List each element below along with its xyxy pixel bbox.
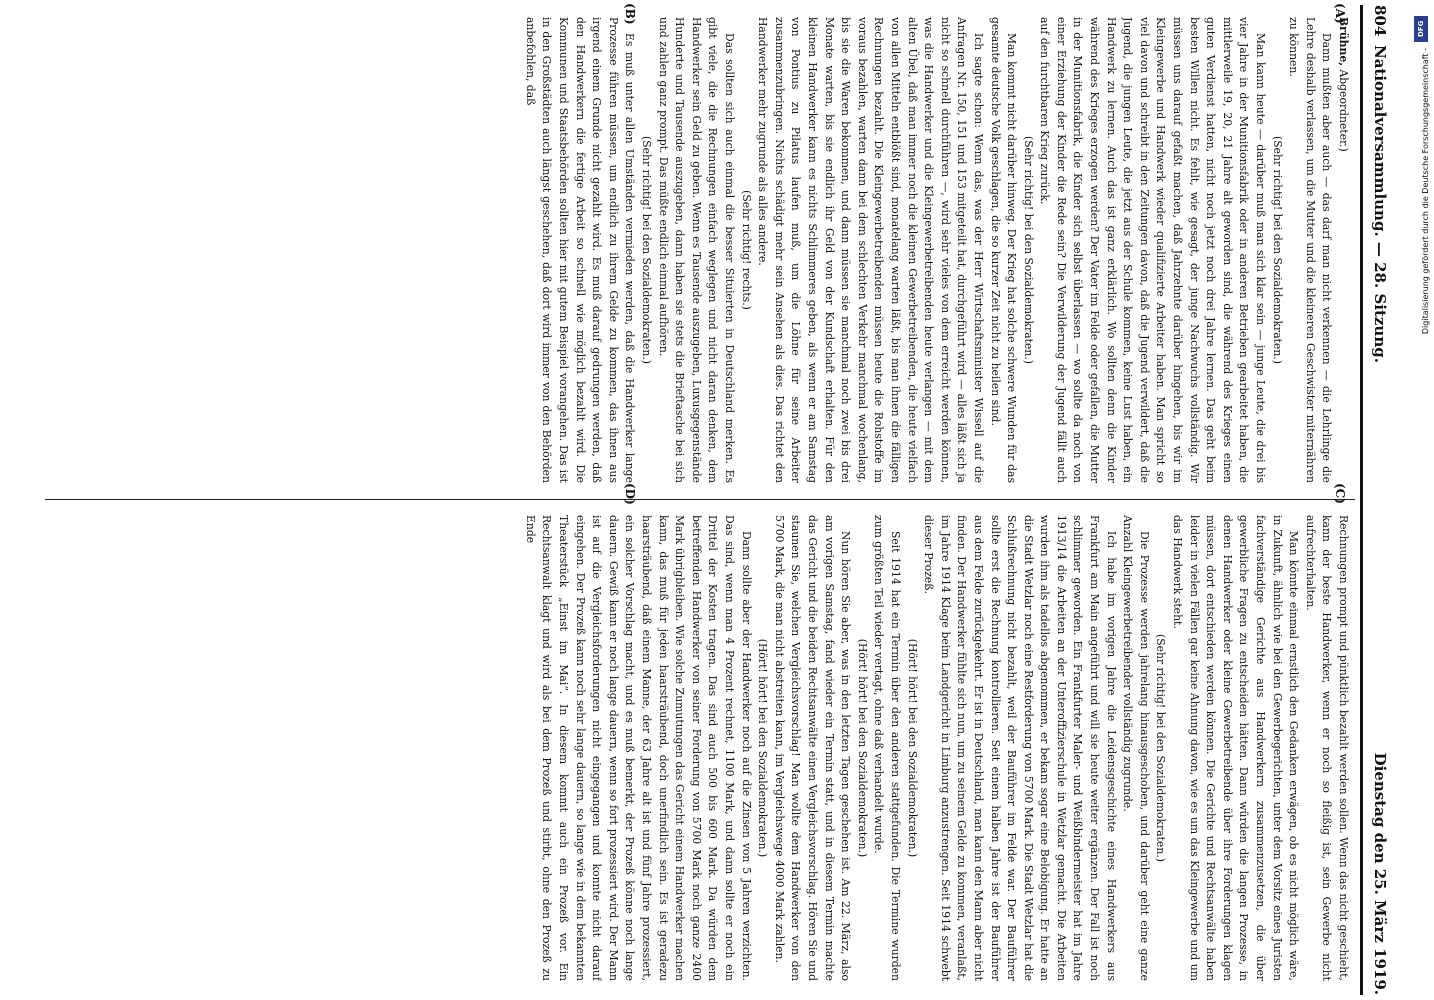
header-right-title: Dienstag den 25. März 1919. bbox=[1371, 752, 1389, 995]
paragraph: Ich habe im vorigen Jahre die Leidensgeschichte eines Handwerkers aus Frankfurt am Main angeführt und will sie heute weiter ergänzen. Der Fall ist noch schlimmer geworden. Ein Frankfurter Maler- und Weißbindermeister hat im Jahre 1913/14 die Arbeiten an der Unteroffizierschule in Wetzlar gemacht. Die Arbeiten wurden ihm als tadellos abgenommen, er bekam sogar eine Belobigung. Er hatte an die Stadt Wetzlar noch eine Restforderung von 5700 Mark. Die Stadt Wetzlar hat die Schlußrechnung nicht bezahlt, weil der Bauführer im Felde war. Der Bauführer sollte erst die Rechnung kontrollieren. Seit einem halben Jahre ist der Bauführer aus dem Felde zurückgekehrt. Er ist in Deutschland, man kann den Mann aber nicht finden. Der Handwerker fühlte sich nun, um zu seinem Gelde zu kommen, veranlaßt, im Jahre 1914 Klage beim Landgericht in Limburg anzustrengen. Seit 1914 schwebt dieser Prozeß. bbox=[922, 515, 1118, 981]
paragraph: Dann mußten aber auch — das darf man nicht verkennen — die Lehrlinge die Lehre deshalb verlassen, um die Mutter und die kleineren Geschwister miternähren zu können. bbox=[1287, 17, 1334, 483]
paragraph: Das sollten sich auch einmal die besser Situierten in Deutschland merken. Es gibt viele, die die Rechnungen einfach weglegen und nicht daran denken, dem Handwerker sein Geld zu geben. Wenn es Tausende auszugeben, Luxusgegenstände Hunderte und Tausende auszugeben, dann haben sie stets die Brieftasche bei sich und zahlen ganz prompt. Das müßte endlich einmal aufhören. bbox=[656, 17, 737, 483]
left-column bbox=[51, 17, 1351, 483]
paragraph: Seit 1914 hat ein Termin über den anderen stattgefunden. Die Termine wurden zum größten Teil wieder vertagt, ohne daß verhandelt wurde. bbox=[872, 515, 902, 981]
digitization-note: Digitalisierung gefördert durch die Deutsche Forschungsgemeinschaft - bbox=[1421, 48, 1430, 335]
interjection: (Sehr richtig! bei den Sozialdemokraten.) bbox=[1154, 634, 1168, 862]
document-page bbox=[37, 5, 1397, 995]
dfg-logo: DFG bbox=[1414, 16, 1428, 42]
interjection: (Hört! hört! bei den Sozialdemokraten.) bbox=[756, 638, 770, 858]
paragraph: Man kann heute — darüber muß man sich klar sein — junge Leute, die drei bis vier Jahre in der Munitionsfabrik oder in anderen Betrieben gearbeitet haben, die mittlerweile 19, 20, 21 Jahre alt geworden sind, die während des Krieges einen guten Verdienst hatten, nicht noch jetzt noch drei Jahre lernen. Das geht beim besten Willen nicht. Es fehlt, wie gesagt, der junge Nachwuchs vollständig. Wir müssen uns darauf gefaßt machen, daß Jahrzehnte darüber hingehen, bis wir im Kleingewerbe und Handwerk wieder qualifizierte Arbeiter haben. Man spricht so viel davon und schreibt in den Zeitungen davon, daß die Jugend verwildert, daß die Jugend, die jungen Leute, die jetzt aus der Schule kommen, keine Lust haben, ein Handwerk zu lernen. Auch das ist ganz erklärlich. Wo sollten denn die Kinder während des Krieges erzogen werden? Der Vater im Felde oder gefallen, die Mutter in der Munitionsfabrik, die Kinder sich selbst überlassen — wo sollte da noch von einer Erziehung der Kinder die Rede sein? Die Verwilderung der Jugend fällt auch auf den furchtbaren Krieg zurück. bbox=[1038, 17, 1268, 483]
margin-marker-d: (D) bbox=[623, 483, 637, 505]
speaker-role: Abgeordneter.) bbox=[1337, 66, 1350, 152]
column-divider bbox=[45, 499, 1355, 500]
paragraph: Nun hören Sie aber, was in den letzten Tagen geschehen ist. Am 22. März, also am vorigen Samstag, fand wieder ein Termin statt, und in diesem Termin machte das Gericht und die beiden Rechtsanwälte einen Vergleichsvorschlag. Hören Sie und staunen Sie, welchen Vergleichsvorschlag! Man wollte dem Handwerker von den 5700 Mark, die man nicht abstreiten kann, im Vergleichswege 4000 Mark zahlen. bbox=[772, 515, 853, 981]
paragraph: Man kommt nicht darüber hinweg. Der Krieg hat solche schwere Wunden für das gesamte deutsche Volk geschlagen, die so kurzer Zeit nicht zu heilen sind. bbox=[988, 17, 1019, 483]
page-header bbox=[1360, 5, 1397, 995]
paragraph: Ich sagte schon: Wenn das, was der Herr Wirtschaftsminister Wissell auf die Anfragen Nr. 150, 151 und 153 mitgeteilt hat, durchgeführt wird — alles läßt sich ja nicht so schnell durchführen —, wird sehr vieles von dem erreicht werden können, was die Handwerker und die Kleingewerbetreibenden heute verlangen — mit dem alten Übel, daß man immer noch die kleinen Gewerbetreibenden, die heute vielfach von allen Mitteln entblößt sind, monatelang warten läßt, bis man ihnen die fälligen Rechnungen bezahlt. Die Kleingewerbetreibenden müssen heute die Rohstoffe im voraus bezahlen, warten dann bei dem schlechten Verkehr manchmal wochenlang, bis sie die Waren bekommen, und dann müssen sie manchmal noch zwei bis drei Monate warten, bis sie endlich ihr Geld von der Kundschaft erhalten. Für den kleinen Handwerker kann es nichts Schlimmeres geben, als wenn er am Samstag von Pontius zu Pilatus laufen muß, um die Löhne für seine Arbeiter zusammenzubringen. Nichts schädigt mehr sein Ansehen als dies. Das richtet den Handwerker mehr zugrunde als alles andere. bbox=[756, 17, 985, 483]
interjection: (Sehr richtig! bei den Sozialdemokraten.) bbox=[1021, 136, 1035, 364]
interjection: (Hört! hört! bei den Sozialdemokraten.) bbox=[855, 638, 869, 858]
interjection: (Hört! hört! bei den Sozialdemokraten.) bbox=[905, 638, 919, 858]
interjection: (Sehr richtig! bei den Sozialdemokraten.) bbox=[640, 136, 654, 364]
speaker-name: Brühne, bbox=[1337, 17, 1350, 66]
page-number: 804 bbox=[1371, 5, 1389, 37]
margin-marker-b: (B) bbox=[623, 3, 637, 25]
paragraph: Man könnte einmal ernstlich den Gedanken erwägen, ob es nicht möglich wäre, in Zukunft, ähnlich wie bei den Gewerbegerichten, unter dem Vorsitz eines Juristen fachverständige Gerichte aus Handwerkern zusammenzusetzen, die über gewerbliche Fragen zu entscheiden hätten. Dann würden die langen Prozesse, in denen Handwerker oder kleine Gewerbetreibende über ihre Forderungen klagen müssen, dort entschieden werden können. Die Gerichte und Rechtsanwälte haben leider in vielen Fällen gar keine Ahnung davon, wie es um das Kleingewerbe und um das Handwerk steht. bbox=[1171, 515, 1301, 981]
paragraph: Rechnungen prompt und pünktlich bezahlt werden sollen. Wenn das nicht geschieht, kann der beste Handwerker, wenn er noch so fleißig ist, sein Gewerbe nicht aufrechterhalten. bbox=[1303, 515, 1350, 981]
paragraph: Es muß unter allen Umständen vermieden werden, daß die Handwerker lange Prozesse führen müssen, um endlich zu ihrem Gelde zu kommen, das ihnen aus irgend einem Grunde nicht gezahlt wird. Es muß darauf gedrungen werden, daß den Handwerkern die fertige Arbeit so schnell wie möglich bezahlt wird. Die Kommunen und Staatsbehörden sollten hier mit gutem Beispiel vorangehen. Das ist in den Großstädten auch längst geschehen, daß dort wird immer von den Behörden anbefohlen, daß bbox=[523, 17, 637, 483]
margin-marker-a: (A) bbox=[1333, 3, 1347, 24]
margin-marker-c: (C) bbox=[1333, 483, 1347, 504]
interjection: (Sehr richtig! bei den Sozialdemokraten.) bbox=[1270, 136, 1284, 364]
speaker-line bbox=[1334, 17, 1351, 483]
paragraph: Dann sollte aber der Handwerker noch auf die Zinsen von 5 Jahren verzichten. Das sind, wenn man 4 Prozent rechnet, 1100 Mark, und dann sollte er noch ein Drittel der Kosten tragen. Das sind auch 500 bis 600 Mark. Da würden dem betreffenden Handwerker von seiner Forderung von 5700 Mark noch ganze 2400 Mark übrigbleiben. Wie solche Zumutungen das Gericht einem Handwerker machen kann, das muß für jeden haarsträubend, doch unerfindlich sein. Es ist geradezu haarsträubend, daß einem Manne, der 63 Jahre alt ist und fünf Jahre prozessiert, ein solcher Vorschlag macht, und es muß bemerkt, der Prozeß könne noch lange dauern. Gewiß kann er noch lange dauern, wenn so fort prozessiert wird. Der Mann ist auf die Vergleichsforderungen nicht eingegangen und konnte nicht darauf eingehen. Der Prozeß kann noch sehr lange dauern, so lange wie in dem bekannten Theaterstück „Einst im Mai“. In diesem kommt auch ein Prozeß vor. Ein Rechtsanwalt klagt und wird als bei dem Prozeß und stirbt, ohne den Prozeß zu Ende bbox=[523, 515, 753, 981]
paragraph: Die Prozesse werden jahrelang hinausgeschoben, und darüber geht eine ganze Anzahl Kleingewerbetreibender vollständig zugrunde. bbox=[1121, 515, 1151, 981]
interjection: (Sehr richtig! rechts.) bbox=[739, 190, 753, 310]
digitization-sidebar bbox=[1416, 8, 1432, 988]
header-left-title: Nationalversammlung. — 28. Sitzung. bbox=[1371, 45, 1389, 363]
right-column bbox=[51, 515, 1351, 981]
